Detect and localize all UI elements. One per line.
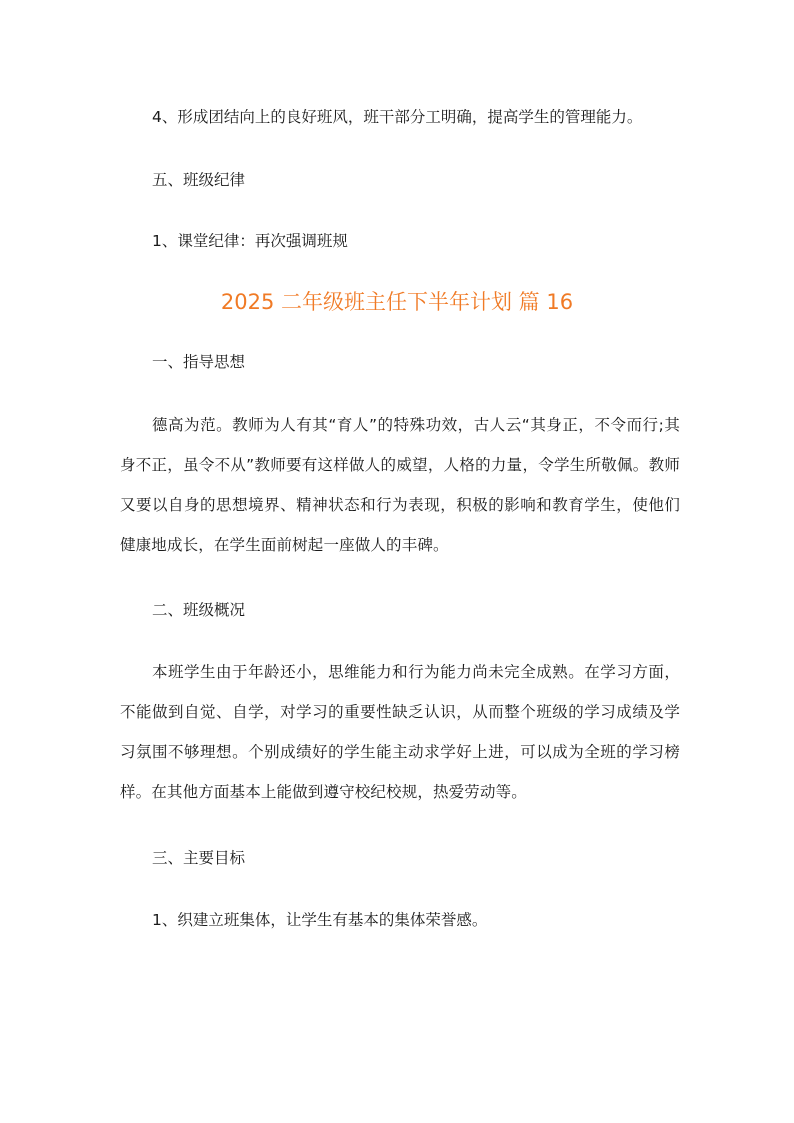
article-title: 2025 二年级班主任下半年计划 篇 16 <box>220 290 574 314</box>
list-item-classroom-discipline: 1、课堂纪律：再次强调班规 <box>152 232 348 250</box>
section-heading-discipline: 五、班级纪律 <box>152 171 246 189</box>
list-item-4: 4、形成团结向上的良好班风，班干部分工明确，提高学生的管理能力。 <box>152 108 643 126</box>
section-heading-main-goals: 三、主要目标 <box>152 849 246 867</box>
paragraph-guiding-ideology: 德高为范。教师为人有其“育人”的特殊功效，古人云“其身正，不令而行;其身不正，虽令不从”教师要有这样做人的威望，人格的力量，令学生所敬佩。教师又要以自身的思想境界、精神状态和行为表现，积极的影响和教育学生，使他们健康地成长，在学生面前树起一座做人的丰碑。 <box>120 416 680 554</box>
section-heading-class-overview: 二、班级概况 <box>152 601 246 619</box>
section-heading-guiding-ideology: 一、指导思想 <box>152 353 246 371</box>
paragraph-class-overview: 本班学生由于年龄还小，思维能力和行为能力尚未完全成熟。在学习方面，不能做到自觉、自学，对学习的重要性缺乏认识，从而整个班级的学习成绩及学习氛围不够理想。个别成绩好的学生能主动求学好上进，可以成为全班的学习榜样。在其他方面基本上能做到遵守校纪校规，热爱劳动等。 <box>120 663 680 801</box>
list-item-build-class: 1、织建立班集体，让学生有基本的集体荣誉感。 <box>152 911 488 929</box>
